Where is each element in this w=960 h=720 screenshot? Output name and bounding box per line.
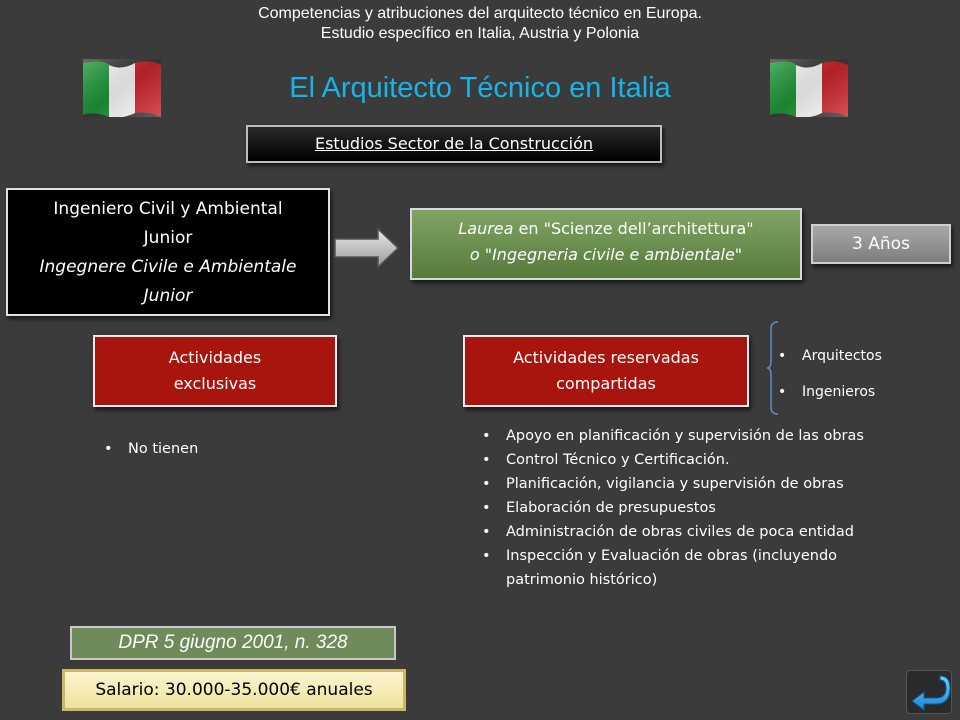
engineer-line-3: [8, 253, 328, 282]
exclusive-items-list: [100, 437, 320, 461]
salary-box: Salario: 30.000-35.000€ anuales: [62, 669, 406, 711]
list-item: • Inspección y Evaluación de obras (incluyendo patrimonio histórico): [478, 544, 918, 592]
laurea-word: Laurea: [458, 219, 514, 238]
dpr-reference: DPR 5 giugno 2001, n. 328: [70, 626, 396, 660]
laurea-degree-1: en "Scienze dell’architettura": [513, 219, 754, 238]
engineer-italian-title: Ingegnere Civile e Ambientale: [39, 257, 297, 277]
engineer-italian-junior: Junior: [143, 286, 193, 306]
return-arrow-icon[interactable]: [906, 670, 952, 714]
list-item: • Control Técnico y Certificación.: [478, 448, 918, 472]
list-item: • Apoyo en planificación y supervisión de las obras: [478, 424, 918, 448]
exclusive-line-1: Actividades: [168, 348, 262, 367]
engineer-line-1: Ingeniero Civil y Ambiental: [53, 199, 283, 219]
engineer-line-2: Junior: [143, 228, 193, 248]
shared-line-2: compartidas: [556, 374, 656, 393]
list-item: • Arquitectos: [774, 338, 954, 374]
list-item: • Planificación, vigilancia y supervisión de obras: [478, 472, 918, 496]
list-item: • Ingenieros: [774, 374, 954, 410]
list-item: • No tienen: [100, 437, 320, 461]
duration-badge: 3 Años: [811, 224, 951, 264]
header-line-1: Competencias y atribuciones del arquitecto técnico en Europa.: [258, 5, 702, 22]
shared-items-list: [478, 424, 918, 592]
studies-heading: Estudios Sector de la Construcción: [246, 125, 662, 163]
engineer-box: [6, 188, 330, 316]
list-item: • Elaboración de presupuestos: [478, 496, 918, 520]
shared-line-1: Actividades reservadas: [513, 348, 699, 367]
list-item: • Administración de obras civiles de poca entidad: [478, 520, 918, 544]
exclusive-line-2: exclusivas: [173, 374, 257, 393]
laurea-line-1: [412, 216, 800, 242]
engineer-line-4: [8, 282, 328, 311]
shared-activities-box: [463, 335, 749, 407]
shared-with-list: [774, 338, 954, 410]
laurea-box: [410, 208, 802, 280]
exclusive-activities-box: [93, 335, 337, 407]
header-line-2: Estudio específico en Italia, Austria y Polonia: [320, 25, 640, 42]
page-title: El Arquitecto Técnico en Italia: [289, 72, 671, 104]
laurea-line-2: o "Ingegneria civile e ambientale": [469, 245, 743, 264]
right-arrow-icon: [334, 227, 400, 269]
